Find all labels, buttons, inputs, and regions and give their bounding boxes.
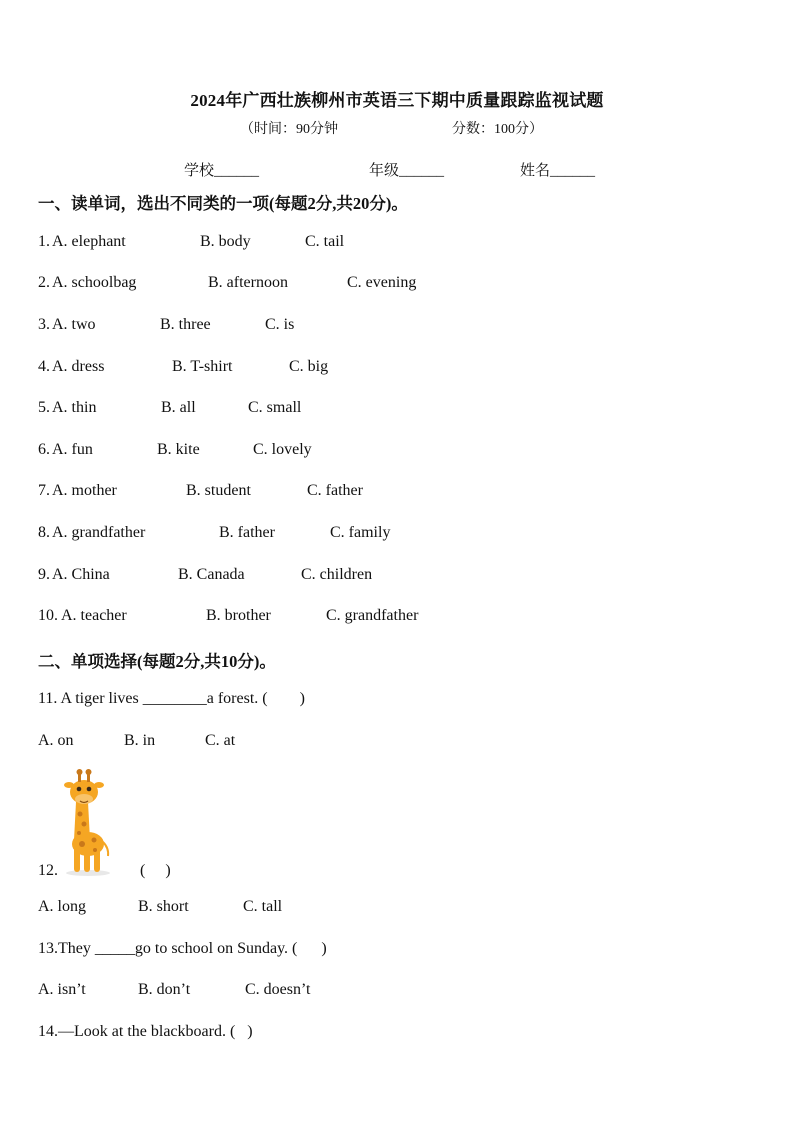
question-number: 5.: [38, 399, 50, 416]
question-number: 8.: [38, 524, 50, 541]
option-b[interactable]: B. afternoon: [208, 274, 288, 291]
option-b[interactable]: B. body: [200, 233, 251, 250]
question-13-stem: 13.They _____go to school on Sunday. ( ): [38, 940, 327, 957]
option-b[interactable]: B. T-shirt: [172, 358, 233, 375]
section-1-heading: 一、读单词，选出不同类的一项(每题2分,共20分)。: [38, 194, 408, 213]
question-number: 9.: [38, 566, 50, 583]
giraffe-image: [62, 766, 114, 876]
option-b[interactable]: B. short: [138, 898, 189, 915]
option-a[interactable]: A. on: [38, 732, 74, 749]
option-a[interactable]: A. long: [38, 898, 86, 915]
question-number: 1.: [38, 233, 50, 250]
exam-score: 分数：100分）: [452, 122, 543, 137]
option-c[interactable]: C. tall: [243, 898, 283, 915]
question-number: 2.: [38, 274, 50, 291]
question-11-stem: 11. A tiger lives ________a forest. ( ): [38, 690, 305, 707]
option-a[interactable]: A. two: [52, 316, 96, 333]
question-12-number: 12.: [38, 862, 58, 879]
name-field[interactable]: 姓名______: [520, 163, 596, 179]
option-c[interactable]: C. evening: [347, 274, 417, 291]
option-b[interactable]: B. all: [161, 399, 196, 416]
option-b[interactable]: B. brother: [206, 607, 271, 624]
option-a[interactable]: A. grandfather: [52, 524, 146, 541]
option-c[interactable]: C. doesn’t: [245, 981, 311, 998]
option-a[interactable]: A. mother: [52, 482, 117, 499]
option-c[interactable]: C. is: [265, 316, 295, 333]
option-b[interactable]: B. Canada: [178, 566, 245, 583]
option-a[interactable]: A. elephant: [52, 233, 126, 250]
option-a[interactable]: A. China: [52, 566, 110, 583]
question-number: 6.: [38, 441, 50, 458]
option-c[interactable]: C. at: [205, 732, 236, 749]
option-a[interactable]: A. teacher: [61, 607, 127, 624]
option-b[interactable]: B. father: [219, 524, 275, 541]
question-number: 4.: [38, 358, 50, 375]
question-number: 10.: [38, 607, 58, 624]
option-a[interactable]: A. schoolbag: [52, 274, 137, 291]
option-b[interactable]: B. three: [160, 316, 211, 333]
grade-field[interactable]: 年级______: [369, 163, 445, 179]
option-b[interactable]: B. don’t: [138, 981, 191, 998]
page-title: 2024年广西壮族柳州市英语三下期中质量跟踪监视试题: [190, 91, 604, 110]
option-a[interactable]: A. dress: [52, 358, 105, 375]
question-14-stem: 14.—Look at the blackboard. ( ): [38, 1023, 253, 1040]
option-b[interactable]: B. kite: [157, 441, 200, 458]
option-c[interactable]: C. big: [289, 358, 329, 375]
option-c[interactable]: C. father: [307, 482, 363, 499]
option-a[interactable]: A. thin: [52, 399, 97, 416]
option-a[interactable]: A. fun: [52, 441, 93, 458]
option-a[interactable]: A. isn’t: [38, 981, 86, 998]
option-c[interactable]: C. lovely: [253, 441, 312, 458]
question-12-blank[interactable]: ( ): [140, 862, 171, 879]
option-c[interactable]: C. tail: [305, 233, 345, 250]
exam-time: （时间：90分钟: [240, 122, 338, 137]
option-b[interactable]: B. in: [124, 732, 156, 749]
option-c[interactable]: C. children: [301, 566, 373, 583]
question-number: 3.: [38, 316, 50, 333]
option-c[interactable]: C. small: [248, 399, 302, 416]
option-c[interactable]: C. grandfather: [326, 607, 419, 624]
option-c[interactable]: C. family: [330, 524, 391, 541]
question-number: 7.: [38, 482, 50, 499]
option-b[interactable]: B. student: [186, 482, 251, 499]
school-field[interactable]: 学校______: [184, 163, 260, 179]
section-2-heading: 二、单项选择(每题2分,共10分)。: [38, 652, 276, 671]
